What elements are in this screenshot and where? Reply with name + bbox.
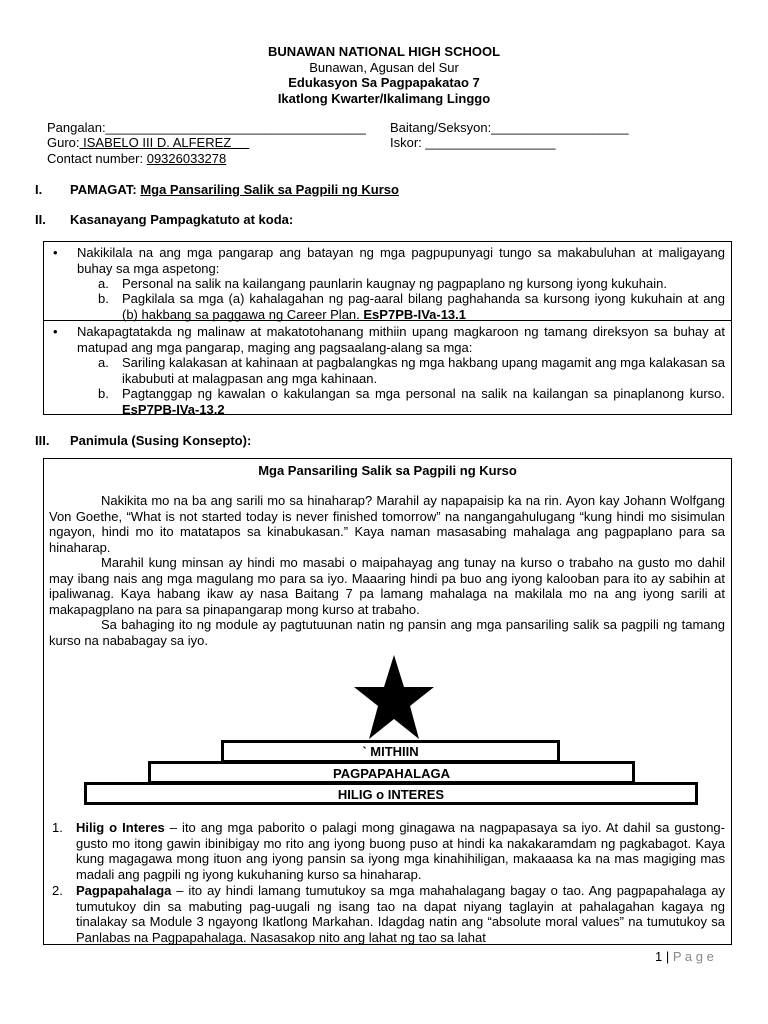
competency-2-code: EsP7PB-IVa-13.2	[122, 401, 225, 417]
pyramid-tier-values: PAGPAPAHALAGA	[148, 761, 635, 784]
competency-2b	[122, 386, 725, 417]
competency-1a: Personal na salik na kailangang paunlarin kaugnay ng pagpaplano ng kursong iyong kukuhain.	[122, 276, 667, 291]
item-2-number: 2.	[52, 883, 63, 898]
score-field[interactable]: Iskor: __________________	[390, 135, 556, 150]
star-icon	[352, 653, 436, 743]
competency-1: • Nakikilala na ang mga pangarap ang batayan ng mga pagpupunyagi tungo sa makabuluhan at maligayang buhay sa mga aspetong:	[77, 245, 725, 276]
competency-1b-text: Pagkilala sa mga (a) kahalagahan ng pag-aaral bilang paghahanda sa kursong iyong kukuhain at ang (b) hakbang sa paggawa ng Career Plan.	[122, 291, 725, 322]
item-2-term: Pagpapahalaga	[76, 883, 172, 898]
item-2	[76, 883, 725, 945]
concept-paragraph-1: Nakikita mo na ba ang sarili mo sa hinaharap? Marahil ay napapaisip ka na rin. Ayon kay Johann Wolfgang Von Goethe, “What is not started today is never finished tomorrow” na nangangahulugang “kung hindi mo sisimulan ngayon, hindi mo ito matatapos sa kinabukasan.” Kaya naman masasabing mahalaga ang pagpaplano para sa hinaharap.	[49, 493, 725, 555]
contact-label: Contact number:	[47, 151, 147, 166]
section-1-number: I.	[35, 182, 43, 197]
competency-1b-label: b.	[98, 291, 109, 306]
section-3-title: Panimula (Susing Konsepto):	[70, 433, 252, 448]
contact-field	[47, 151, 226, 167]
competency-2b-label: b.	[98, 386, 109, 401]
section-1-heading	[70, 182, 399, 198]
pyramid-tier-interests: HILIG o INTERES	[84, 782, 698, 805]
section-3-number: III.	[35, 433, 50, 448]
section-2-title: Kasanayang Pampagkatuto at koda:	[70, 212, 294, 227]
item-2-text: – ito ay hindi lamang tumutukoy sa mga mahahalagang bagay o tao. Ang pagpapahalaga ay tumutukoy din sa mabuting pag-uugali ng isang tao na dapat niyang taglayin at pahalagahan kagaya ng tinalakay sa Module 3 ngayong Ikatlong Markahan. Idagdag natin ang “absolute moral values” na tumutukoy sa Panlabas na Pagpapahalaga. Nasasakop nito ang lahat ng tao sa lahat	[76, 883, 725, 945]
subject-title: Edukasyon Sa Pagpapakatao 7	[288, 75, 480, 90]
school-name: BUNAWAN NATIONAL HIGH SCHOOL	[267, 44, 501, 59]
name-field[interactable]: Pangalan:____________________________________	[47, 120, 366, 135]
item-1	[76, 820, 725, 882]
concept-title: Mga Pansariling Salik sa Pagpili ng Kurso	[258, 463, 517, 478]
competency-2b-text: Pagtanggap ng kawalan o kakulangan sa mga personal na salik na kailangan sa pinaplanong kurso.	[122, 386, 725, 401]
competency-2a-label: a.	[98, 355, 109, 370]
teacher-value: ISABELO III D. ALFEREZ	[79, 135, 250, 150]
concept-paragraph-2: Marahil kung minsan ay hindi mo masabi o maipahayag ang tunay na kurso o trabaho na gusto mo dahil may ibang nais ang mga magulang mo para sa iyo. Maaaring hindi pa buo ang iyong kalooban para ito ay sabihin at ipaliwanag. Kaya habang ikaw ay nasa Baitang 7 pa lamang mahalaga na makilala mo na ang iyong sarili at makapagplano na para sa pinapangarap mong kurso at trabaho.	[49, 555, 725, 617]
section-1-label: PAMAGAT:	[70, 182, 137, 197]
section-2-number: II.	[35, 212, 46, 227]
page-footer	[655, 949, 714, 965]
competency-2: • Nakapagtatakda ng malinaw at makatotohanang mithiin upang magkaroon ng tamang direksyon sa buhay at matupad ang mga pangarap, maging ang pagsaalang-alang sa mga:	[77, 324, 725, 355]
quarter-title: Ikatlong Kwarter/Ikalimang Linggo	[277, 91, 491, 106]
competencies-table	[43, 241, 732, 415]
item-1-term: Hilig o Interes	[76, 820, 165, 835]
competency-1b	[122, 291, 725, 322]
competency-1a-label: a.	[98, 276, 109, 291]
section-field[interactable]: Baitang/Seksyon:___________________	[390, 120, 629, 135]
page-word: P a g e	[672, 949, 714, 964]
competency-1-code: EsP7PB-IVa-13.1	[363, 306, 467, 322]
pyramid-tier-goals: ` MITHIIN	[221, 740, 560, 763]
competency-2a: Sariling kalakasan at kahinaan at pagbalangkas ng mga hakbang upang magamit ang mga kalakasan sa ikabubuti at malagpasan ang mga kahinaan.	[122, 355, 725, 386]
page-separator: |	[662, 949, 673, 964]
teacher-field	[47, 135, 249, 151]
page-number: 1	[655, 949, 663, 964]
item-1-number: 1.	[52, 820, 63, 835]
concept-paragraph-3: Sa bahaging ito ng module ay pagtutuunan natin ng pansin ang mga pansariling salik sa pagpili ng tamang kurso na nababagay sa iyo.	[49, 617, 725, 648]
teacher-label: Guro:	[47, 135, 80, 150]
section-1-title: Mga Pansariling Salik sa Pagpili ng Kurso	[140, 182, 399, 197]
item-1-text: – ito ang mga paborito o palagi mong ginagawa na nagpapasaya sa iyo. At dahil sa gustong-gusto mo itong gawin ibinibigay mo rito ang iyong buong puso at hindi ka nakakaramdam ng pagkabagot. Kaya kung magagawa mong ituon ang iyong pansin sa iyong mga kinahihiligan, makaaasa ka na mas magiging mas madali ang pagpili ng iyong kukuhaning kurso sa hinaharap.	[76, 820, 725, 882]
concept-box	[43, 458, 732, 945]
school-location: Bunawan, Agusan del Sur	[309, 60, 459, 75]
contact-value: 09326033278	[146, 151, 227, 166]
